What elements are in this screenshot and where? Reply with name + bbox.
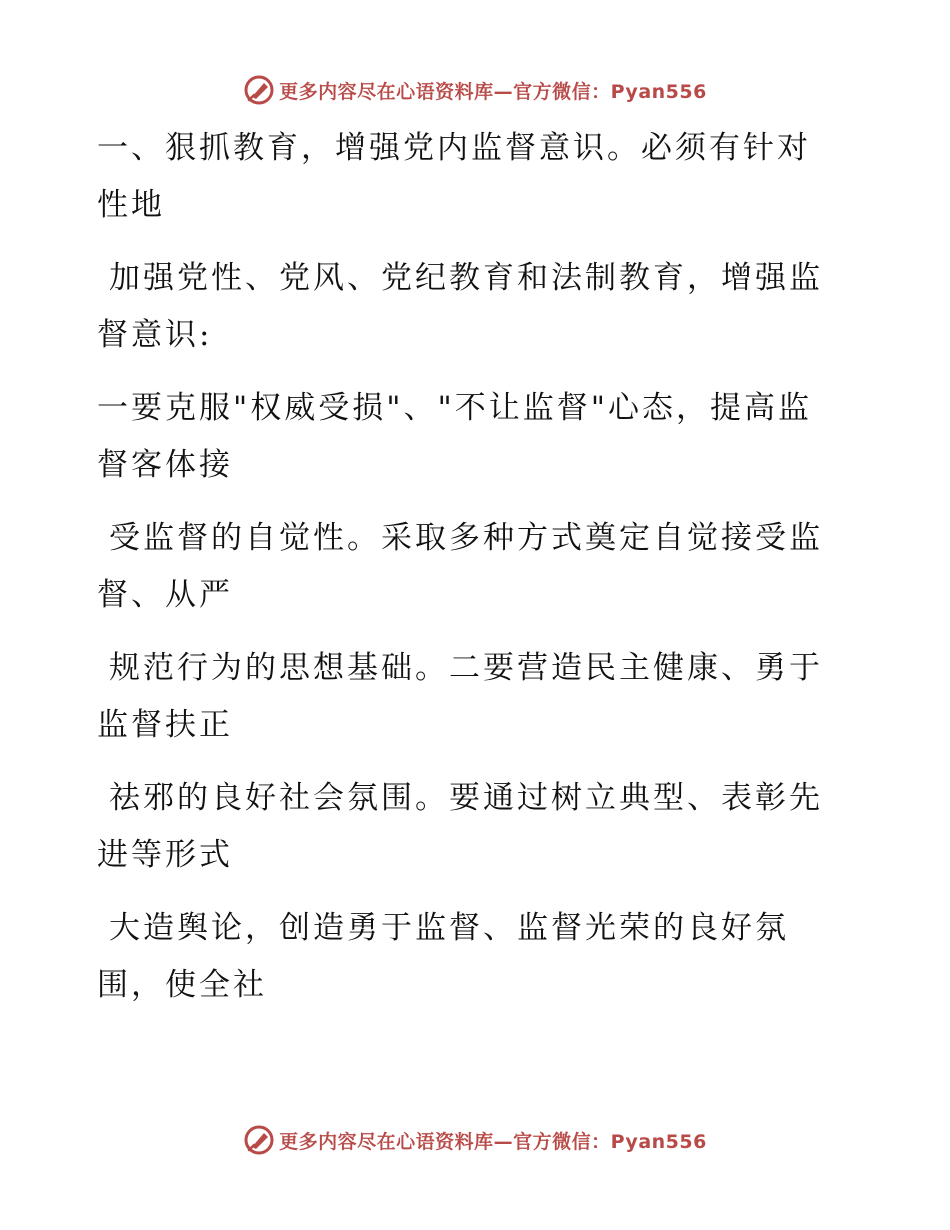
paragraph-line: 进等形式: [97, 837, 233, 873]
paragraph-2: [97, 250, 837, 364]
paragraph-line: 督客体接: [97, 447, 233, 483]
header-banner: [0, 70, 950, 110]
paragraph-line: 性地: [97, 187, 165, 223]
paragraph-1: [97, 120, 837, 234]
paragraph-line: 一、狠抓教育，增强党内监督意识。必须有针对: [97, 130, 811, 166]
paragraph-line: 围，使全社: [97, 967, 267, 1003]
paragraph-6: [97, 770, 837, 884]
footer-banner: [0, 1120, 950, 1160]
paragraph-line: 督意识:: [97, 317, 213, 353]
header-banner-inner: [243, 74, 707, 106]
footer-banner-text: 更多内容尽在心语资料库—官方微信：Pyan556: [279, 1130, 707, 1153]
paragraph-3: [97, 380, 837, 494]
paragraph-line: 大造舆论，创造勇于监督、监督光荣的良好氛: [109, 910, 789, 946]
paragraph-line: 祛邪的良好社会氛围。要通过树立典型、表彰先: [109, 780, 823, 816]
footer-banner-inner: [243, 1124, 707, 1156]
paragraph-line: 规范行为的思想基础。二要营造民主健康、勇于: [109, 650, 823, 686]
paragraph-line: 监督扶正: [97, 707, 233, 743]
paragraph-4: [97, 510, 837, 624]
paragraph-5: [97, 640, 837, 754]
paragraph-line: 加强党性、党风、党纪教育和法制教育，增强监: [109, 260, 823, 296]
paragraph-line: 受监督的自觉性。采取多种方式奠定自觉接受监: [109, 520, 823, 556]
paragraph-7: [97, 900, 837, 1014]
paragraph-line: 督、从严: [97, 577, 233, 613]
paragraph-line: 一要克服"权威受损"、"不让监督"心态，提高监: [97, 390, 813, 426]
pen-nib-seal-icon: [243, 1124, 275, 1156]
document-body: [97, 120, 837, 1030]
header-banner-text: 更多内容尽在心语资料库—官方微信：Pyan556: [279, 80, 707, 103]
pen-nib-seal-icon: [243, 74, 275, 106]
